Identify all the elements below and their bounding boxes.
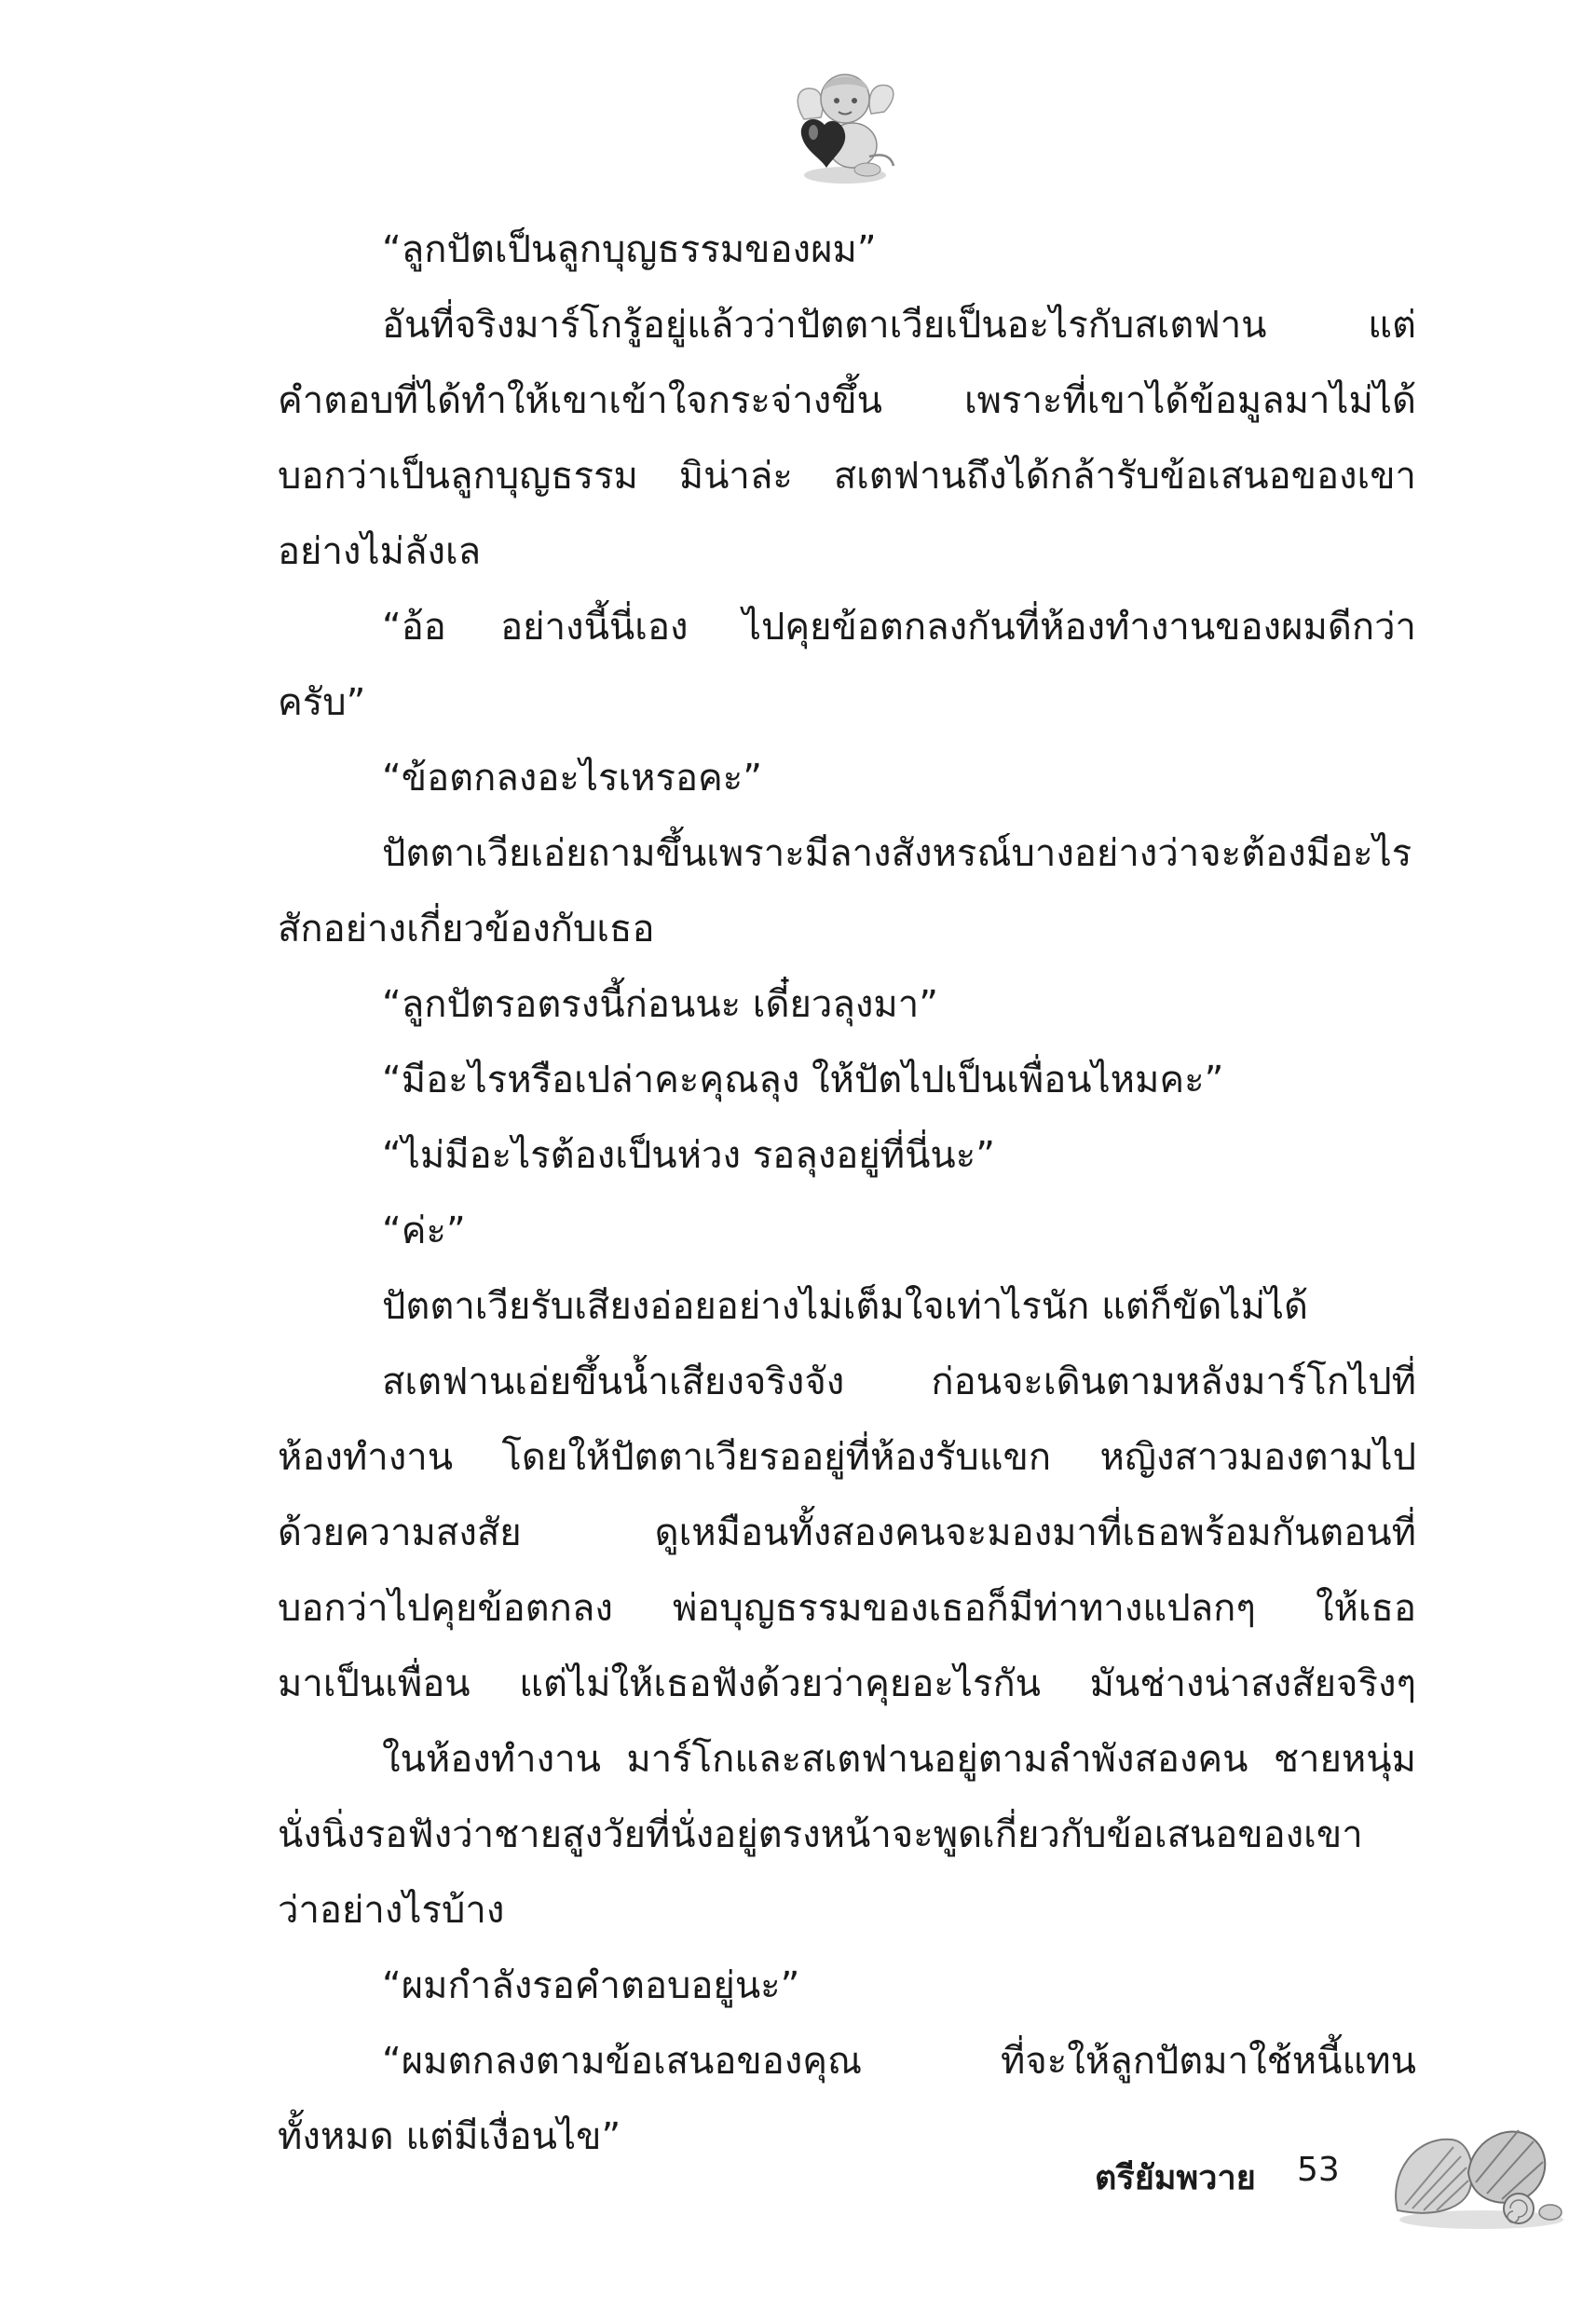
text-line: อันที่จริงมาร์โกรู้อยู่แล้วว่าปัตตาเวียเป็นอะไรกับสเตฟาน แต่ <box>382 304 1416 347</box>
text-line: ด้วยความสงสัย ดูเหมือนทั้งสองคนจะมองมาที่เธอพร้อมกันตอนที่ <box>278 1511 1416 1554</box>
text-line: “ลูกปัตเป็นลูกบุญธรรมของผม” <box>382 228 877 271</box>
page-number: 53 <box>1297 2151 1340 2189</box>
cupid-heart-ornament <box>787 65 904 191</box>
text-line: บอกว่าเป็นลูกบุญธรรม มิน่าล่ะ สเตฟานถึงได้กล้ารับข้อเสนอของเขา <box>278 455 1416 498</box>
text-line: คำตอบที่ได้ทำให้เขาเข้าใจกระจ่างขึ้น เพราะที่เขาได้ข้อมูลมาไม่ได้ <box>278 379 1416 422</box>
text-line: “ไม่มีอะไรต้องเป็นห่วง รอลุงอยู่ที่นี่นะ” <box>382 1134 995 1177</box>
text-line: ในห้องทำงาน มาร์โกและสเตฟานอยู่ตามลำพังสองคน ชายหนุ่ม <box>382 1738 1416 1781</box>
text-line: ปัตตาเวียรับเสียงอ่อยอย่างไม่เต็มใจเท่าไรนัก แต่ก็ขัดไม่ได้ <box>382 1285 1308 1328</box>
seashells-ornament <box>1379 2108 1565 2234</box>
running-footer-title: ตรียัมพวาย <box>1095 2159 1256 2197</box>
text-line: “ผมตกลงตามข้อเสนอของคุณ ที่จะให้ลูกปัตมาใช้หนี้แทน <box>382 2040 1416 2083</box>
text-line: สักอย่างเกี่ยวข้องกับเธอ <box>278 908 655 950</box>
text-line: มาเป็นเพื่อน แต่ไม่ให้เธอฟังด้วยว่าคุยอะไรกัน มันช่างน่าสงสัยจริงๆ <box>278 1662 1416 1705</box>
text-line: อย่างไม่ลังเล <box>278 530 482 573</box>
text-line: “ข้อตกลงอะไรเหรอคะ” <box>382 757 762 800</box>
text-line: ครับ” <box>278 681 366 724</box>
body-text <box>278 212 1416 2175</box>
text-line: ปัตตาเวียเอ่ยถามขึ้นเพราะมีลางสังหรณ์บางอย่างว่าจะต้องมีอะไร <box>382 832 1412 875</box>
text-line: สเตฟานเอ่ยขึ้นน้ำเสียงจริงจัง ก่อนจะเดินตามหลังมาร์โกไปที่ <box>382 1361 1416 1403</box>
text-line: “ค่ะ” <box>382 1210 466 1252</box>
text-line: ทั้งหมด แต่มีเงื่อนไข” <box>278 2115 621 2158</box>
text-line: “อ้อ อย่างนี้นี่เอง ไปคุยข้อตกลงกันที่ห้องทำงานของผมดีกว่า <box>382 606 1416 649</box>
text-line: ห้องทำงาน โดยให้ปัตตาเวียรออยู่ที่ห้องรับแขก หญิงสาวมองตามไป <box>278 1436 1416 1479</box>
text-line: บอกว่าไปคุยข้อตกลง พ่อบุญธรรมของเธอก็มีท่าทางแปลกๆ ให้เธอ <box>278 1587 1416 1630</box>
text-line: “ลูกปัตรอตรงนี้ก่อนนะ เดี๋ยวลุงมา” <box>382 983 938 1026</box>
text-line: “ผมกำลังรอคำตอบอยู่นะ” <box>382 1964 800 2007</box>
text-line: ว่าอย่างไรบ้าง <box>278 1889 505 1932</box>
text-line: นั่งนิ่งรอฟังว่าชายสูงวัยที่นั่งอยู่ตรงหน้าจะพูดเกี่ยวกับข้อเสนอของเขา <box>278 1813 1363 1856</box>
text-line: “มีอะไรหรือเปล่าคะคุณลุง ให้ปัตไปเป็นเพื่อนไหมคะ” <box>382 1059 1224 1101</box>
